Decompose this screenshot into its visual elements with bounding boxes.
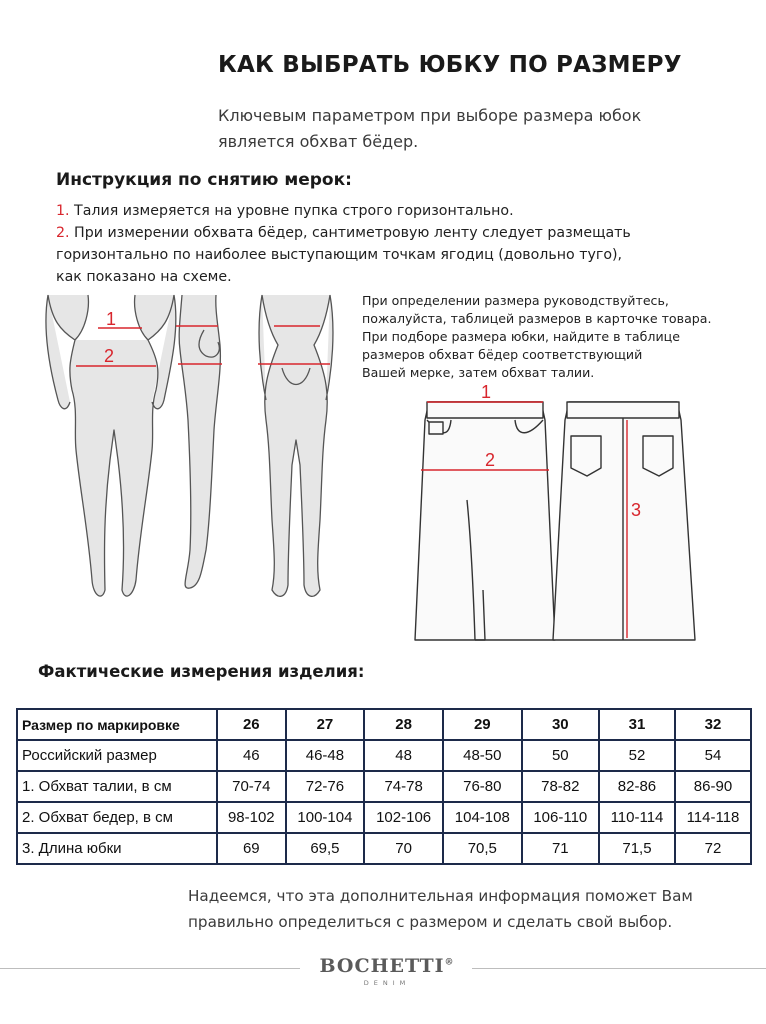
- intro-line-1: Ключевым параметром при выборе размера юбок: [218, 106, 642, 125]
- table-cell: 48-50: [443, 740, 522, 771]
- row-label: 1. Обхват талии, в см: [17, 771, 217, 802]
- side-note-line-2: пожалуйста, таблицей размеров в карточке товара.: [362, 311, 712, 326]
- instruction-text-2-line-3: как показано на схеме.: [56, 269, 232, 285]
- body-figure-back: [259, 295, 333, 596]
- size-guidance-note: [362, 292, 752, 382]
- size-table-header-cell: 30: [522, 709, 599, 740]
- table-cell: 82-86: [599, 771, 675, 802]
- skirt-hips-label: 2: [485, 450, 496, 470]
- table-cell: 50: [522, 740, 599, 771]
- brand-name: BOCHETTI: [319, 955, 445, 977]
- instruction-text-1: Талия измеряется на уровне пупка строго горизонтально.: [69, 203, 514, 219]
- instruction-item-1: [56, 200, 696, 222]
- table-cell: 78-82: [522, 771, 599, 802]
- side-note-line-1: При определении размера руководствуйтесь,: [362, 293, 669, 308]
- table-cell: 106-110: [522, 802, 599, 833]
- table-cell: 46: [217, 740, 286, 771]
- footer-line-1: Надеемся, что эта дополнительная информация поможет Вам: [188, 887, 693, 905]
- instruction-text-2-line-1: При измерении обхвата бёдер, сантиметровую ленту следует размещать: [69, 225, 631, 241]
- instruction-text-2-line-2: горизонтально по наиболее выступающим точкам ягодиц (довольно туго),: [56, 247, 623, 263]
- size-table-header-row: [17, 709, 751, 740]
- table-cell: 46-48: [286, 740, 365, 771]
- instruction-item-2: [56, 222, 696, 244]
- table-cell: 71: [522, 833, 599, 864]
- brand-subtitle: DENIM: [363, 979, 411, 987]
- table-cell: 102-106: [364, 802, 443, 833]
- table-cell: 76-80: [443, 771, 522, 802]
- size-table-header-cell: 29: [443, 709, 522, 740]
- skirt-back-waistband: [567, 402, 679, 418]
- row-label: 2. Обхват бедер, в см: [17, 802, 217, 833]
- skirt-front-coin-pocket: [429, 422, 443, 434]
- body-measurement-diagram: [30, 290, 360, 615]
- table-row: [17, 740, 751, 771]
- page-title: КАК ВЫБРАТЬ ЮБКУ ПО РАЗМЕРУ: [218, 52, 682, 78]
- table-cell: 86-90: [675, 771, 751, 802]
- size-table-header-cell: 27: [286, 709, 365, 740]
- body-figure-front: [46, 295, 176, 596]
- table-cell: 69: [217, 833, 286, 864]
- body-waist-label: 1: [106, 309, 117, 329]
- skirt-back-pocket-right: [643, 436, 673, 476]
- table-cell: 54: [675, 740, 751, 771]
- footer-divider-right: [472, 968, 766, 969]
- table-row: [17, 771, 751, 802]
- table-cell: 104-108: [443, 802, 522, 833]
- table-cell: 70,5: [443, 833, 522, 864]
- instructions-list: [56, 200, 696, 288]
- table-cell: 72-76: [286, 771, 365, 802]
- table-cell: 69,5: [286, 833, 365, 864]
- size-table-header-cell: 28: [364, 709, 443, 740]
- skirt-measurement-diagram: [405, 380, 750, 650]
- body-figure-side: [179, 295, 220, 588]
- row-label: 3. Длина юбки: [17, 833, 217, 864]
- table-cell: 74-78: [364, 771, 443, 802]
- table-cell: 70-74: [217, 771, 286, 802]
- size-table: [16, 708, 752, 865]
- table-cell: 114-118: [675, 802, 751, 833]
- size-table-header-label: Размер по маркировке: [17, 709, 217, 740]
- table-cell: 110-114: [599, 802, 675, 833]
- brand-logo: [312, 955, 462, 987]
- table-row: [17, 833, 751, 864]
- footer-line-2: правильно определиться с размером и сделать свой выбор.: [188, 913, 673, 931]
- measurements-heading: Фактические измерения изделия:: [38, 662, 365, 681]
- size-table-header-cell: 26: [217, 709, 286, 740]
- side-note-line-5: Вашей мерке, затем обхват талии.: [362, 365, 595, 380]
- table-cell: 48: [364, 740, 443, 771]
- skirt-back-pocket-left: [571, 436, 601, 476]
- table-row: [17, 802, 751, 833]
- instructions-heading: Инструкция по снятию мерок:: [56, 170, 352, 190]
- instruction-number-1: 1.: [56, 203, 70, 219]
- table-cell: 52: [599, 740, 675, 771]
- body-hips-label: 2: [104, 346, 115, 366]
- footer-note: [188, 883, 748, 935]
- skirt-front: [415, 402, 555, 640]
- table-cell: 72: [675, 833, 751, 864]
- row-label: Российский размер: [17, 740, 217, 771]
- instruction-number-2: 2.: [56, 225, 70, 241]
- skirt-waist-label: 1: [481, 382, 492, 402]
- table-cell: 100-104: [286, 802, 365, 833]
- brand-registered-mark: ®: [444, 957, 455, 968]
- intro-line-2: является обхват бёдер.: [218, 132, 419, 151]
- footer-divider-left: [0, 968, 300, 969]
- side-note-line-4: размеров обхват бёдер соответствующий: [362, 347, 643, 362]
- size-table-header-cell: 32: [675, 709, 751, 740]
- size-table-header-cell: 31: [599, 709, 675, 740]
- table-cell: 71,5: [599, 833, 675, 864]
- intro-text: [218, 103, 718, 155]
- table-cell: 70: [364, 833, 443, 864]
- table-cell: 98-102: [217, 802, 286, 833]
- skirt-length-label: 3: [631, 500, 642, 520]
- side-note-line-3: При подборе размера юбки, найдите в таблице: [362, 329, 680, 344]
- skirt-front-waistband: [427, 402, 543, 418]
